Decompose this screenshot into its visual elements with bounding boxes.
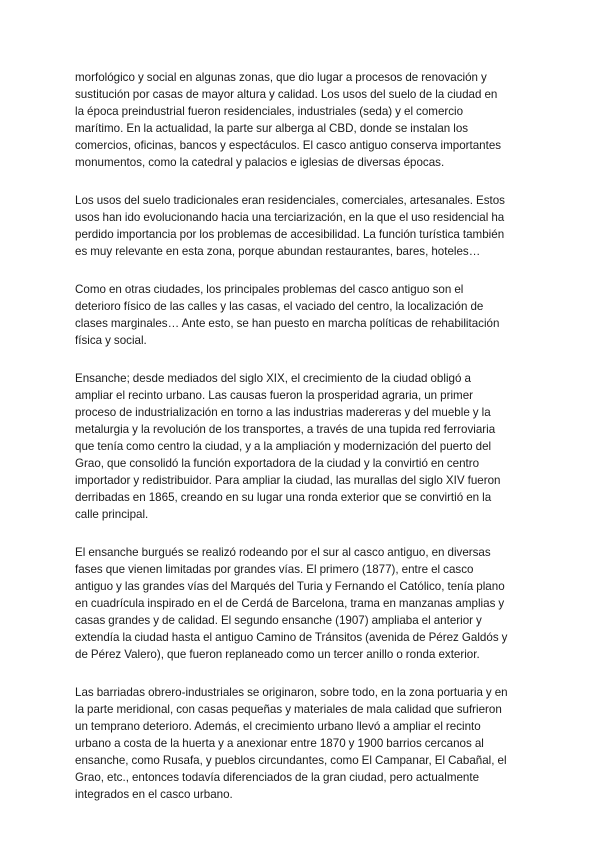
text-line: Grao, etc., entonces todavía diferenciados de la gran ciudad, pero actualmente bbox=[75, 771, 480, 784]
paragraph-casco-antiguo-usos bbox=[75, 69, 535, 171]
text-line: es muy relevante en esta zona, porque abundan restaurantes, bares, hoteles… bbox=[75, 245, 481, 258]
text-line: urbano a costa de la huerta y a anexionar entre 1870 y 1900 barrios cercanos al bbox=[75, 737, 484, 750]
text-line: antiguo y las grandes vías del Marqués del Turia y Fernando el Católico, tenía plano bbox=[75, 580, 505, 593]
text-line: que tenía como centro la ciudad, y a la ampliación y modernización del puerto del bbox=[75, 440, 492, 453]
text-line: ampliar el recinto urbano. Las causas fueron la prosperidad agraria, un primer bbox=[75, 389, 473, 402]
text-line: Ensanche; desde mediados del siglo XIX, el crecimiento de la ciudad obligó a bbox=[75, 372, 471, 385]
text-line: en cuadrícula inspirado en el de Cerdá de Barcelona, trama en manzanas amplias y bbox=[75, 597, 505, 610]
text-line: integrados en el casco urbano. bbox=[75, 788, 233, 801]
paragraph-ensanche-burgues bbox=[75, 544, 535, 663]
text-line: Las barriadas obrero-industriales se originaron, sobre todo, en la zona portuaria y en bbox=[75, 686, 508, 699]
text-line: clases marginales… Ante esto, se han puesto en marcha políticas de rehabilitación bbox=[75, 317, 500, 330]
text-line: Grao, que consolidó la función exportadora de la ciudad y la convirtió en centro bbox=[75, 457, 480, 470]
text-line: derribadas en 1865, creando en su lugar una ronda exterior que se convirtió en la bbox=[75, 491, 492, 504]
text-line: sustitución por casas de mayor altura y calidad. Los usos del suelo de la ciudad en bbox=[75, 88, 498, 101]
text-line: física y social. bbox=[75, 334, 147, 347]
text-line: casas grandes y de calidad. El segundo ensanche (1907) ampliaba el anterior y bbox=[75, 614, 482, 627]
text-line: la parte meridional, con casas pequeñas y materiales de mala calidad que sufrieron bbox=[75, 703, 502, 716]
text-line: un temprano deterioro. Además, el crecimiento urbano llevó a ampliar el recinto bbox=[75, 720, 481, 733]
text-line: perdido importancia por los problemas de accesibilidad. La función turística también bbox=[75, 228, 505, 241]
text-line: deterioro físico de las calles y las casas, el vaciado del centro, la localización de bbox=[75, 300, 484, 313]
text-line: calle principal. bbox=[75, 508, 149, 521]
paragraph-ensanche bbox=[75, 370, 535, 523]
text-line: fases que vienen limitadas por grandes vías. El primero (1877), entre el casco bbox=[75, 563, 474, 576]
document-body bbox=[75, 69, 535, 824]
text-line: ensanche, como Rusafa, y pueblos circundantes, como El Campanar, El Cabañal, el bbox=[75, 754, 507, 767]
text-line: Como en otras ciudades, los principales problemas del casco antiguo son el bbox=[75, 283, 464, 296]
paragraph-barriadas-obreras bbox=[75, 684, 535, 803]
text-line: extendía la ciudad hasta el antiguo Camino de Tránsitos (avenida de Pérez Galdós y bbox=[75, 631, 508, 644]
text-line: la época preindustrial fueron residenciales, industriales (seda) y el comercio bbox=[75, 105, 464, 118]
text-line: comercios, oficinas, bancos y espectáculos. El casco antiguo conserva importantes bbox=[75, 139, 502, 152]
text-line: de Pérez Valero), que fueron replaneado como un tercer anillo o ronda exterior. bbox=[75, 648, 480, 661]
paragraph-usos-tradicionales bbox=[75, 192, 535, 260]
text-line: marítimo. En la actualidad, la parte sur alberga al CBD, donde se instalan los bbox=[75, 122, 469, 135]
text-line: importador y redistribuidor. Para ampliar la ciudad, las murallas del siglo XIV fueron bbox=[75, 474, 501, 487]
text-line: El ensanche burgués se realizó rodeando por el sur al casco antiguo, en diversas bbox=[75, 546, 491, 559]
text-line: monumentos, como la catedral y palacios e iglesias de diversas épocas. bbox=[75, 156, 445, 169]
text-line: usos han ido evolucionando hacia una terciarización, en la que el uso residencial ha bbox=[75, 211, 505, 224]
text-line: morfológico y social en algunas zonas, que dio lugar a procesos de renovación y bbox=[75, 71, 487, 84]
paragraph-problemas-casco-antiguo bbox=[75, 281, 535, 349]
text-line: proceso de industrialización en torno a las industrias madereras y del mueble y la bbox=[75, 406, 491, 419]
text-line: Los usos del suelo tradicionales eran residenciales, comerciales, artesanales. Estos bbox=[75, 194, 505, 207]
text-line: metalurgia y la revolución de los transportes, a través de una tupida red ferroviaria bbox=[75, 423, 496, 436]
